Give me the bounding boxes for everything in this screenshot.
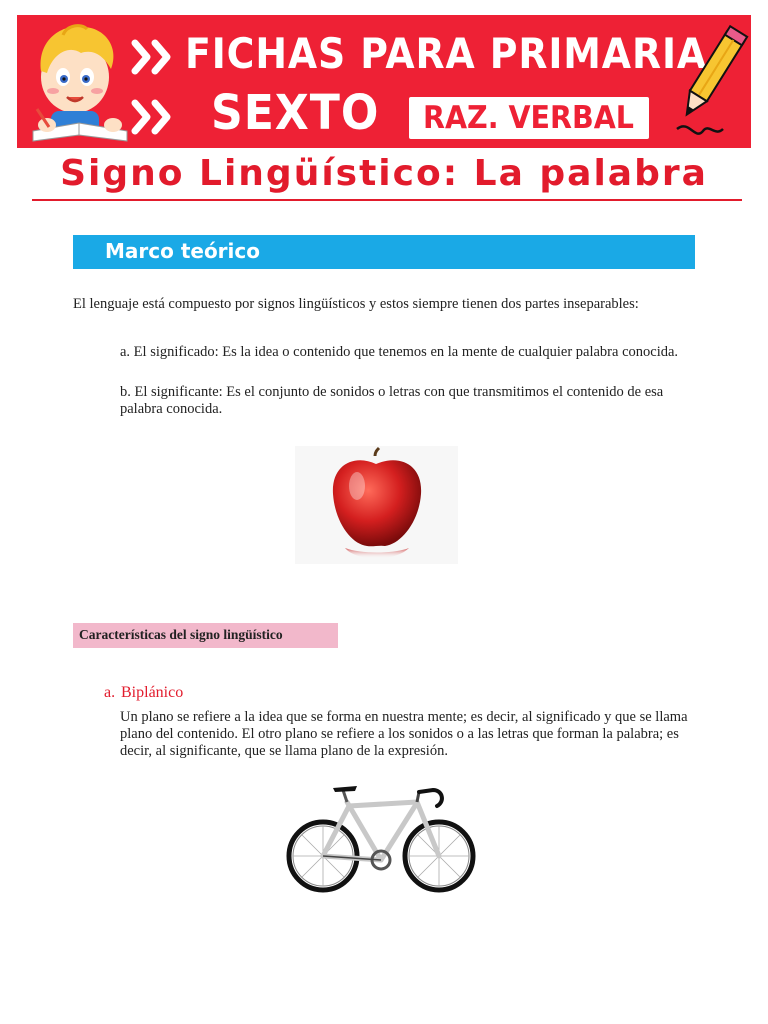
section-header-marco [73, 235, 695, 269]
boy-reading-icon [23, 19, 143, 147]
section-header-label: Características del signo lingüístico [79, 627, 283, 642]
banner-subject: RAZ. VERBAL [423, 100, 634, 136]
header-banner [17, 15, 751, 148]
page-title: Signo Lingüístico: La palabra [60, 153, 708, 194]
pencil-icon [669, 19, 749, 147]
bicycle-image [283, 780, 480, 896]
chevron-icon [129, 39, 177, 75]
bicycle-icon [283, 780, 480, 896]
title-divider [32, 199, 742, 201]
banner-grade: SEXTO [211, 85, 380, 141]
list-item: a. El significado: Es la idea o contenido que tenemos en la mente de cualquier palabra conocida. [120, 344, 679, 360]
apple-icon [295, 446, 458, 564]
apple-image [295, 446, 458, 564]
chevron-icon [129, 99, 177, 135]
section-header-label: Marco teórico [105, 239, 260, 263]
list-item: b. El significante: Es el conjunto de sonidos o letras con que transmitimos el contenido de esa palabra conocida. [120, 384, 664, 417]
biplanico-paragraph: Un plano se refiere a la idea que se forma en nuestra mente; es decir, al significado y que se llama plano del contenido. El otro plano se refiere a los sonidos o a las letras que forman la palabra; es decir, al significante, que se llama plano de la expresión. [120, 709, 688, 759]
subsection-title: Biplánico [121, 684, 184, 701]
banner-subject-box [409, 97, 649, 139]
section-header-caracteristicas [73, 623, 338, 648]
list-marker: a. [104, 684, 116, 701]
banner-title: FICHAS PARA PRIMARIA [185, 29, 708, 78]
intro-paragraph: El lenguaje está compuesto por signos lingüísticos y estos siempre tienen dos partes inseparables: [73, 296, 639, 312]
